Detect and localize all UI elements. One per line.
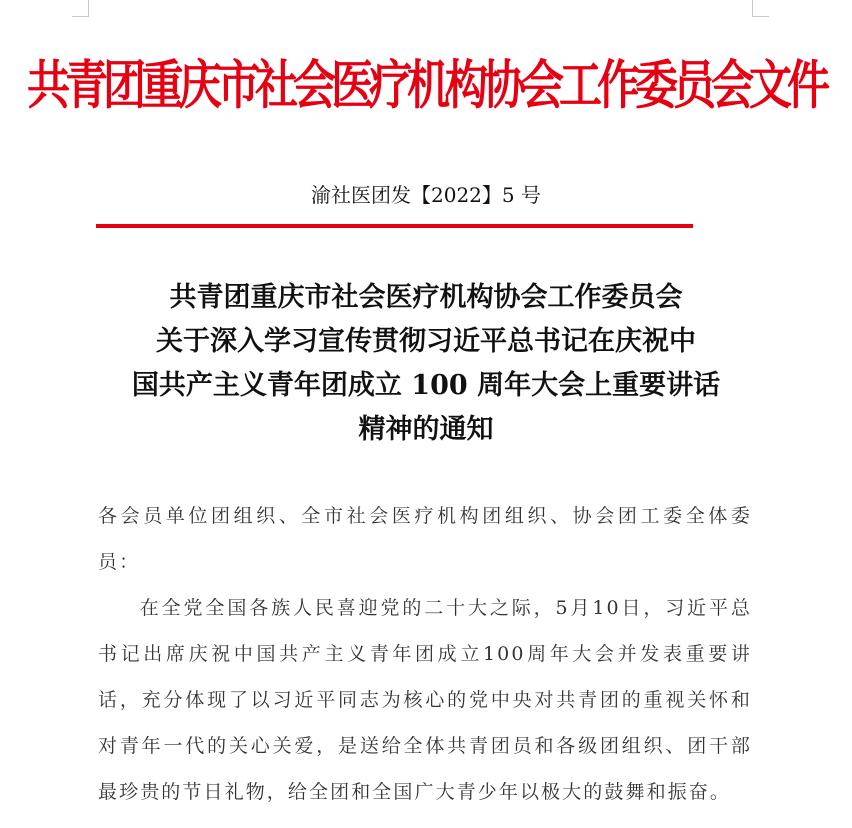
- body-paragraph: 在全党全国各族人民喜迎党的二十大之际，5月10日，习近平总书记出席庆祝中国共产主义青年团成立100周年大会并发表重要讲话，充分体现了以习近平同志为核心的党中央对共青团的重视关怀和对青年一代的关心关爱，是送给全体共青团员和各级团组织、团干部最珍贵的节日礼物，给全团和全国广大青少年以极大的鼓舞和振奋。: [98, 597, 752, 803]
- notice-title-line: 国共产主义青年团成立 100 周年大会上重要讲话: [131, 370, 721, 401]
- notice-title-line: 关于深入学习宣传贯彻习近平总书记在庆祝中: [156, 326, 696, 357]
- document-number: 渝社医团发【2022】5 号: [311, 183, 541, 207]
- document-body: [98, 493, 752, 815]
- notice-title-line: 共青团重庆市社会医疗机构协会工作委员会: [169, 282, 683, 313]
- page-corner-mark-right: [752, 0, 769, 17]
- issuer-header: 共青团重庆市社会医疗机构协会工作委员会文件: [27, 55, 825, 117]
- notice-title: [60, 276, 792, 452]
- red-separator-line: [96, 224, 693, 228]
- salutation: 各会员单位团组织、全市社会医疗机构团组织、协会团工委全体委员：: [98, 505, 752, 573]
- page-corner-mark-left: [72, 0, 89, 17]
- notice-title-line: 精神的通知: [358, 414, 494, 445]
